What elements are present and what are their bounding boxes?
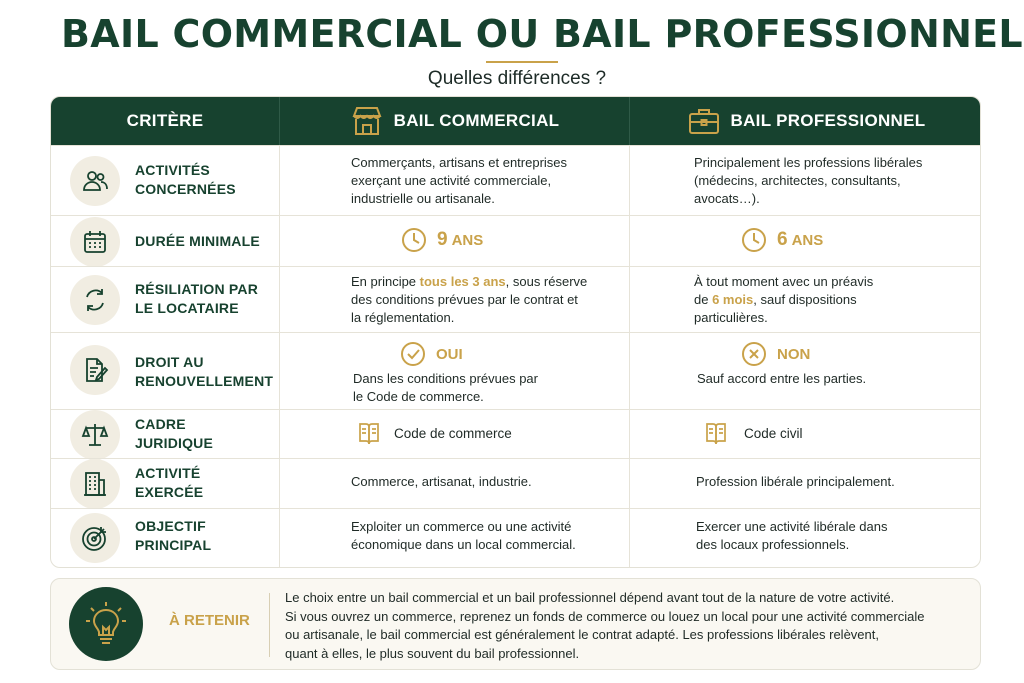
duration-unit: ANS <box>451 231 484 249</box>
commercial-duration <box>400 226 483 254</box>
cycle-arrows-icon <box>70 275 120 325</box>
x-circle-icon <box>741 341 767 367</box>
table-row <box>51 409 981 458</box>
criterion-label <box>135 464 203 502</box>
criterion-label-line: ACTIVITÉ <box>135 465 201 481</box>
briefcase-icon <box>687 104 721 138</box>
cell-line: Principalement les professions libérales <box>694 155 923 170</box>
commercial-cell <box>351 154 567 208</box>
table-row <box>51 458 981 508</box>
cell-line <box>351 273 587 291</box>
header-professional-label: BAIL PROFESSIONNEL <box>730 111 926 130</box>
criterion-label-line: CONCERNÉES <box>135 181 236 197</box>
table-header <box>51 97 981 145</box>
key-takeaway-box <box>50 578 981 670</box>
text-segment: , sous réserve <box>505 274 588 289</box>
text-segment: , sauf dispositions <box>753 292 857 307</box>
legal-code: Code de commerce <box>394 426 512 441</box>
cell-line: Exploiter un commerce ou une activité <box>351 519 572 534</box>
criterion-label <box>135 232 260 251</box>
criterion-label-line: RÉSILIATION PAR <box>135 281 259 297</box>
header-criterion-label: CRITÈRE <box>126 111 204 130</box>
duration-value: 6 <box>777 229 788 250</box>
commercial-cell: Commerce, artisanat, industrie. <box>351 474 532 489</box>
cell-line: exerçant une activité commerciale, <box>351 173 552 188</box>
book-icon <box>704 421 728 447</box>
criterion-label-line: OBJECTIF <box>135 518 206 534</box>
calendar-icon <box>70 217 120 267</box>
book-icon <box>357 421 381 447</box>
takeaway-line: Si vous ouvrez un commerce, reprenez un fonds de commerce ou louez un local pour une activité commerciale <box>285 608 925 624</box>
building-icon <box>70 459 120 509</box>
cell-line: le Code de commerce. <box>353 389 484 404</box>
lightbulb-icon <box>69 587 143 661</box>
header-bail-commercial <box>280 97 629 145</box>
cell-line: économique dans un local commercial. <box>351 537 576 552</box>
header-commercial-label: BAIL COMMERCIAL <box>393 111 560 130</box>
professional-renewal <box>741 341 810 367</box>
criterion-label-line: LE LOCATAIRE <box>135 300 239 316</box>
cell-line: la réglementation. <box>351 310 455 325</box>
takeaway-line: quant à elles, le plus souvent du bail professionnel. <box>285 645 580 661</box>
cell-line: des conditions prévues par le contrat et <box>351 292 578 307</box>
target-icon <box>70 513 120 563</box>
storefront-icon <box>350 104 384 138</box>
clock-icon <box>740 226 768 254</box>
professional-cell <box>697 370 866 388</box>
renewal-answer: OUI <box>436 345 463 363</box>
cell-line: avocats…). <box>694 191 760 206</box>
cell-line: Dans les conditions prévues par <box>353 371 538 386</box>
table-row <box>51 508 981 568</box>
comparison-table <box>50 96 981 568</box>
professional-cell <box>696 518 888 554</box>
criterion-label <box>135 517 211 555</box>
criterion-label-line: EXERCÉE <box>135 484 204 500</box>
document-pen-icon <box>70 345 120 395</box>
professional-cell <box>694 154 922 208</box>
takeaway-text <box>285 589 975 663</box>
criterion-label-line: DROIT AU <box>135 354 204 370</box>
cell-line <box>694 291 873 309</box>
takeaway-label: À RETENIR <box>169 612 250 629</box>
highlight-text: 6 mois <box>712 292 754 307</box>
check-circle-icon <box>400 341 426 367</box>
takeaway-line: ou artisanale, le bail commercial est généralement le contrat adapté. Les professions libérales relèvent, <box>285 627 879 642</box>
professional-duration <box>740 226 823 254</box>
commercial-cell <box>353 370 538 406</box>
criterion-label-line: JURIDIQUE <box>135 435 214 451</box>
cell-line: (médecins, architectes, consultants, <box>694 173 901 188</box>
table-row <box>51 266 981 332</box>
commercial-cell <box>357 421 512 447</box>
table-row <box>51 332 981 409</box>
text-segment: de <box>694 292 713 307</box>
commercial-cell <box>351 518 576 554</box>
cell-line: industrielle ou artisanale. <box>351 191 495 206</box>
criterion-label <box>135 415 213 453</box>
highlight-text: tous les 3 ans <box>419 274 506 289</box>
header-criterion <box>51 97 279 145</box>
cell-line: Sauf accord entre les parties. <box>697 371 867 386</box>
commercial-cell <box>351 273 587 327</box>
cell-line: des locaux professionnels. <box>696 537 850 552</box>
criterion-label-line: RENOUVELLEMENT <box>135 373 274 389</box>
text-segment: En principe <box>351 274 420 289</box>
page-title: BAIL COMMERCIAL OU BAIL PROFESSIONNEL <box>61 12 1023 56</box>
table-row <box>51 145 981 215</box>
duration-value: 9 <box>437 229 448 250</box>
criterion-label-line: DURÉE MINIMALE <box>135 233 260 249</box>
professional-cell <box>704 421 803 447</box>
criterion-label-line: PRINCIPAL <box>135 537 212 553</box>
cell-line: particulières. <box>694 310 768 325</box>
title-underline <box>486 61 558 63</box>
legal-code: Code civil <box>744 426 803 441</box>
renewal-answer: NON <box>777 345 811 363</box>
takeaway-divider <box>269 593 270 657</box>
cell-line: À tout moment avec un préavis <box>694 274 874 289</box>
professional-cell <box>694 273 873 327</box>
professional-cell: Profession libérale principalement. <box>696 474 895 489</box>
criterion-label-line: ACTIVITÉS <box>135 162 210 178</box>
commercial-renewal <box>400 341 463 367</box>
criterion-label-line: CADRE <box>135 416 186 432</box>
cell-line: Commerçants, artisans et entreprises <box>351 155 568 170</box>
takeaway-line: Le choix entre un bail commercial et un bail professionnel dépend avant tout de la nature de votre activité. <box>285 590 895 605</box>
cell-line: Exercer une activité libérale dans <box>696 519 888 534</box>
criterion-label <box>135 353 273 391</box>
criterion-label <box>135 161 236 199</box>
header-bail-professionnel <box>630 97 981 145</box>
duration-unit: ANS <box>791 231 824 249</box>
clock-icon <box>400 226 428 254</box>
table-row <box>51 215 981 266</box>
criterion-label <box>135 280 258 318</box>
scales-icon <box>70 410 120 460</box>
people-icon <box>70 156 120 206</box>
page-subtitle: Quelles différences ? <box>427 68 607 89</box>
